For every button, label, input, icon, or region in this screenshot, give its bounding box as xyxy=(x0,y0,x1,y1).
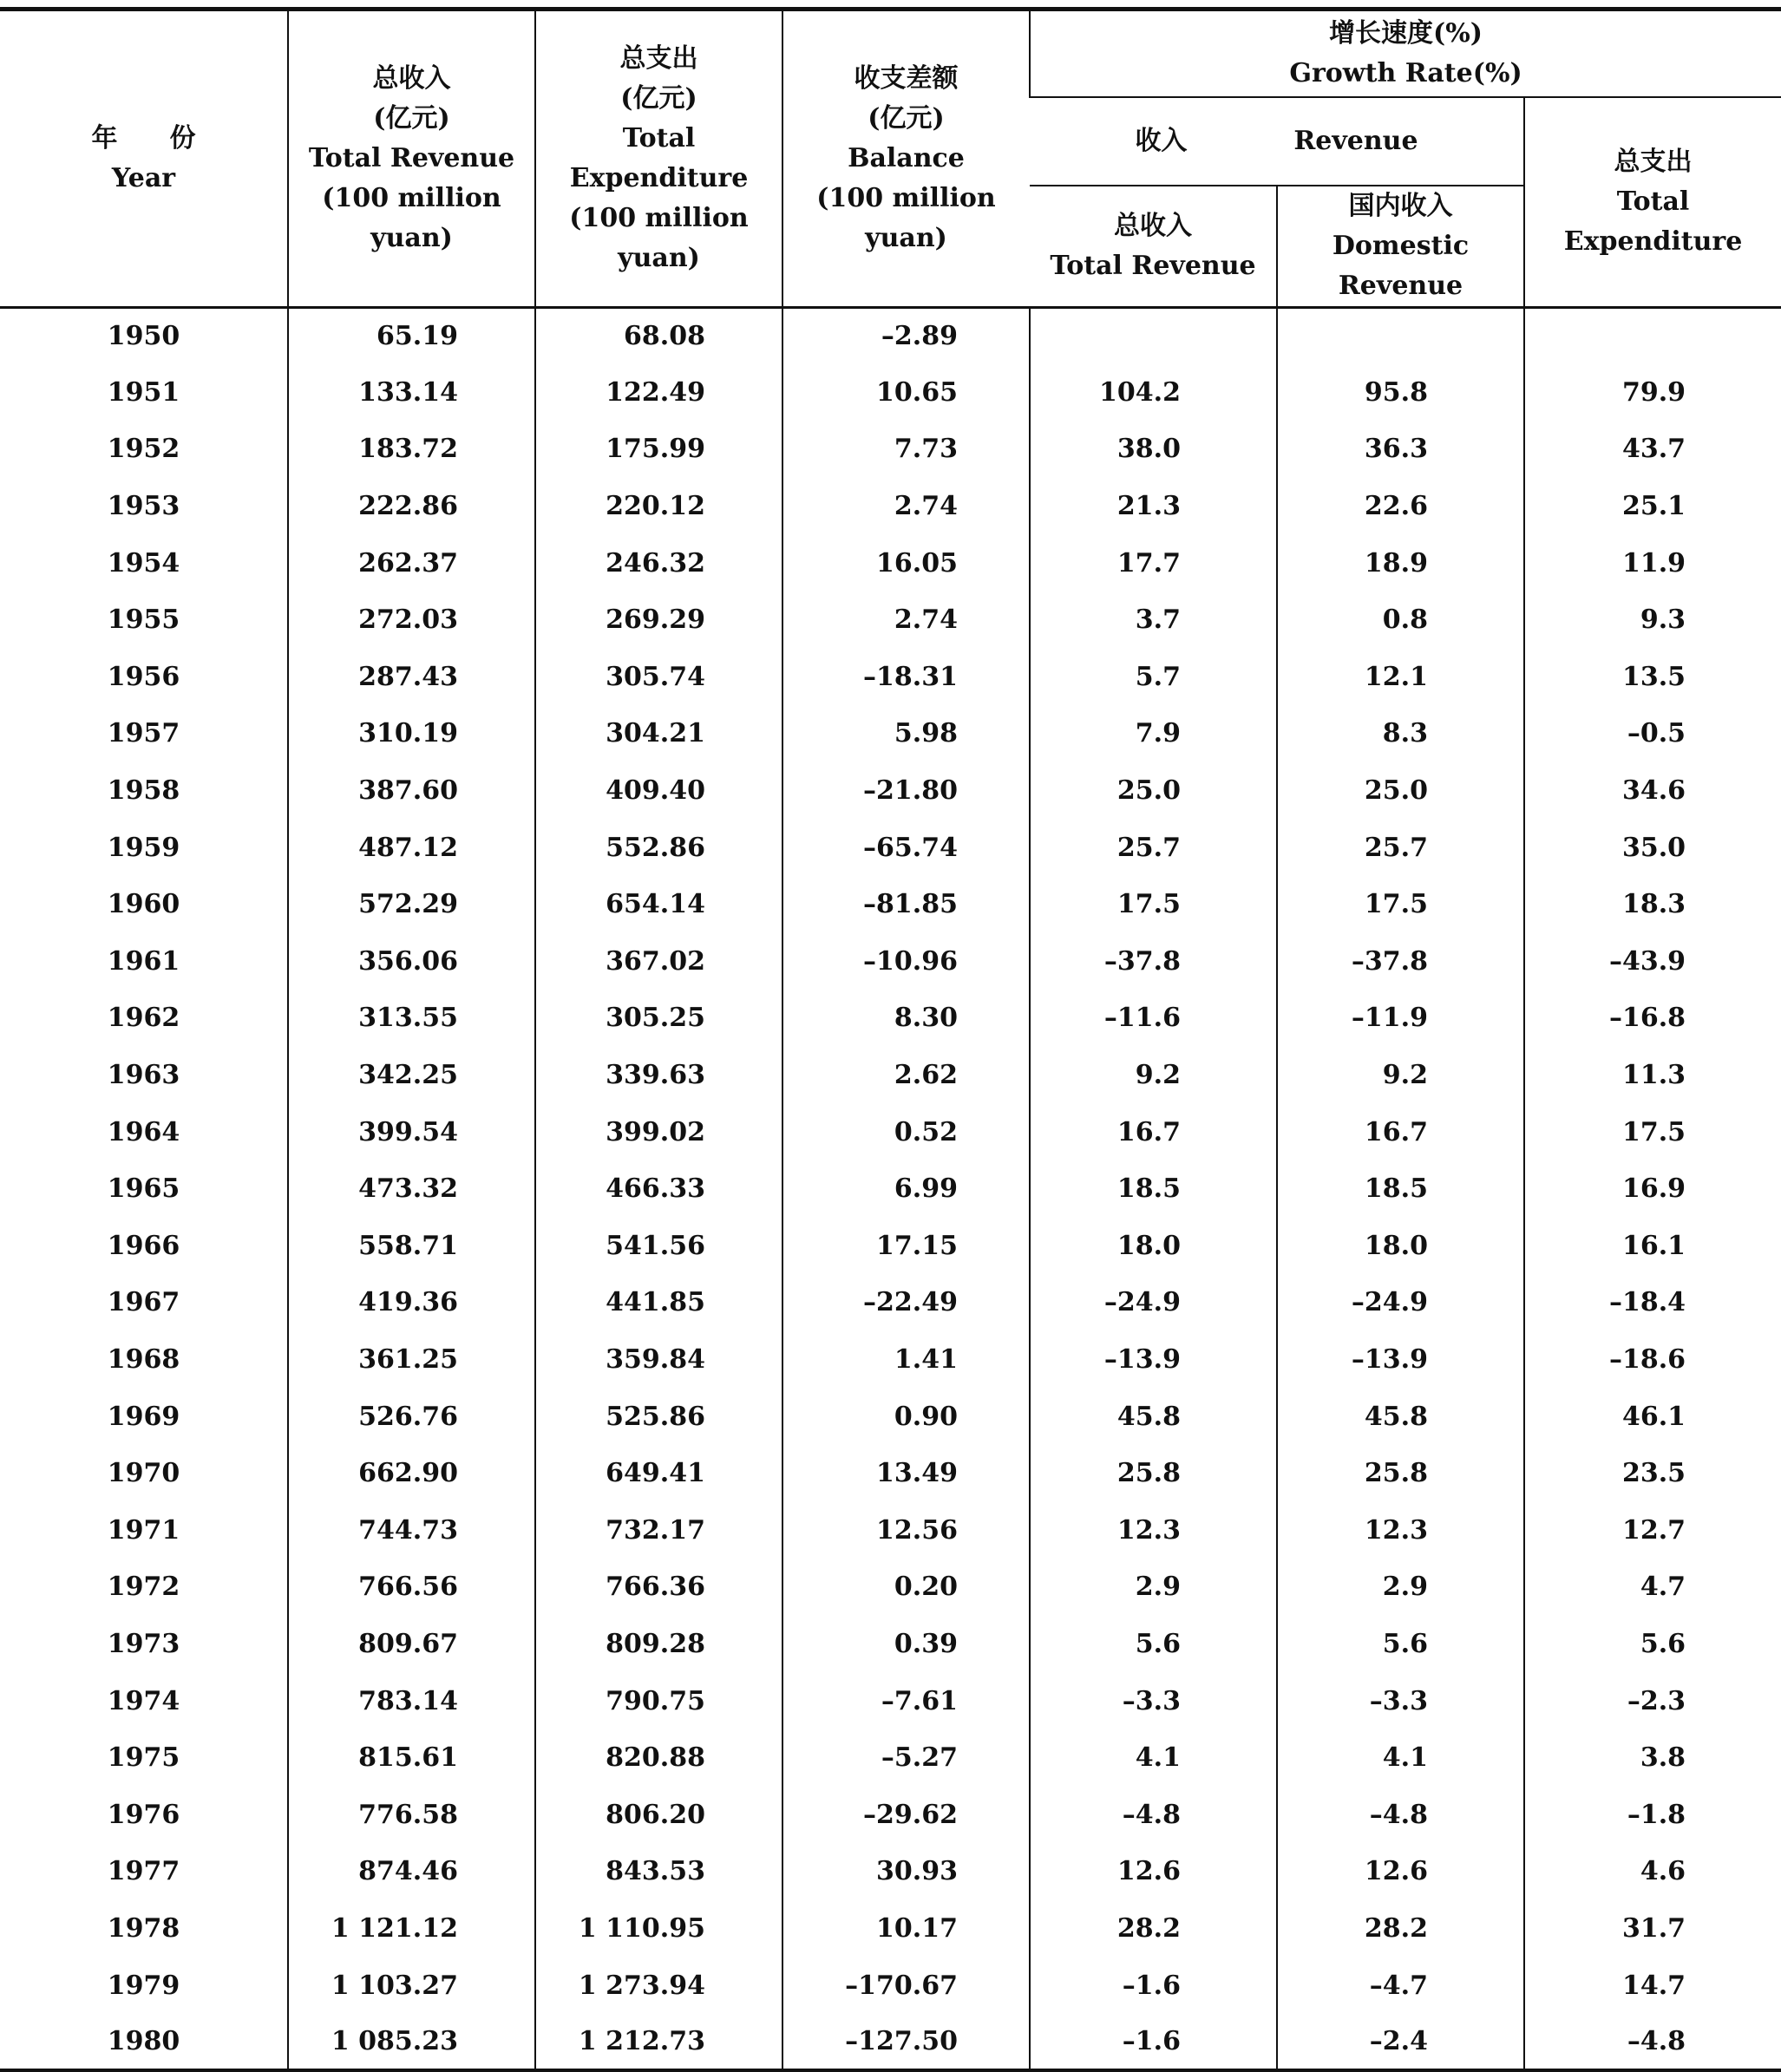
growth-expenditure-cell: 5.6 xyxy=(1524,1616,1781,1673)
year-cell: 1979 xyxy=(107,1970,180,2001)
table-row xyxy=(0,1900,1781,1958)
growth-expenditure-cell: 35.0 xyxy=(1524,819,1781,876)
balance-cell: 2.74 xyxy=(782,478,1030,535)
growth-domestic-revenue-cell: –4.7 xyxy=(1277,1957,1524,2014)
growth-domestic-revenue-cell: –4.8 xyxy=(1277,1786,1524,1843)
growth-total-revenue-cell: 16.7 xyxy=(1030,1103,1277,1160)
year-cell: 1971 xyxy=(107,1514,180,1546)
table-row xyxy=(0,819,1781,876)
year-cell: 1958 xyxy=(107,775,180,807)
total-revenue-cell: 419.36 xyxy=(288,1274,535,1331)
growth-expenditure-cell: 17.5 xyxy=(1524,1103,1781,1160)
year-cell: 1976 xyxy=(107,1799,180,1830)
total-expenditure-cell: 305.25 xyxy=(535,990,782,1047)
growth-domestic-revenue-cell: 4.1 xyxy=(1277,1729,1524,1787)
growth-total-revenue-cell: –11.6 xyxy=(1030,990,1277,1047)
growth-total-revenue-cell: 12.6 xyxy=(1030,1843,1277,1900)
growth-expenditure-cell: 13.5 xyxy=(1524,649,1781,706)
table-row xyxy=(0,1331,1781,1389)
growth-domestic-revenue-cell: 18.5 xyxy=(1277,1160,1524,1218)
total-revenue-cell: 387.60 xyxy=(288,762,535,820)
table-row xyxy=(0,1616,1781,1673)
total-revenue-cell: 572.29 xyxy=(288,876,535,933)
table-row xyxy=(0,1957,1781,2014)
growth-rate-header-cn: 增长速度(%) xyxy=(1329,17,1483,49)
table-row xyxy=(0,1445,1781,1502)
growth-total-revenue-cell: 45.8 xyxy=(1030,1388,1277,1445)
total-revenue-cell: 744.73 xyxy=(288,1501,535,1559)
table-row xyxy=(0,1218,1781,1275)
total-revenue-cell: 1 121.12 xyxy=(288,1900,535,1958)
total-revenue-cell: 874.46 xyxy=(288,1843,535,1900)
total-expenditure-cell: 409.40 xyxy=(535,762,782,820)
revenue-expenditure-table xyxy=(0,7,1781,2072)
table-row xyxy=(0,421,1781,478)
growth-expenditure-cell: –18.6 xyxy=(1524,1331,1781,1389)
growth-domestic-revenue-cell: 16.7 xyxy=(1277,1103,1524,1160)
year-cell: 1962 xyxy=(107,1003,180,1034)
balance-cell: –81.85 xyxy=(782,876,1030,933)
balance-cell: 30.93 xyxy=(782,1843,1030,1900)
table-row xyxy=(0,876,1781,933)
year-cell: 1954 xyxy=(107,547,180,578)
table-row xyxy=(0,1047,1781,1104)
growth-total-revenue-cell: 18.0 xyxy=(1030,1218,1277,1275)
total-revenue-cell: 342.25 xyxy=(288,1047,535,1104)
growth-expenditure-header-cn: 总支出 xyxy=(1614,146,1693,177)
total-revenue-cell: 183.72 xyxy=(288,421,535,478)
balance-cell: 0.20 xyxy=(782,1559,1030,1616)
total-expenditure-cell: 1 212.73 xyxy=(535,2014,782,2071)
balance-cell: –2.89 xyxy=(782,307,1030,364)
total-revenue-cell: 662.90 xyxy=(288,1445,535,1502)
growth-domestic-revenue-cell: –2.4 xyxy=(1277,2014,1524,2071)
balance-cell: 1.41 xyxy=(782,1331,1030,1389)
year-cell: 1973 xyxy=(107,1628,180,1659)
growth-total-revenue-cell: –3.3 xyxy=(1030,1672,1277,1729)
year-cell: 1964 xyxy=(107,1116,180,1147)
table-header xyxy=(0,10,1781,308)
total-revenue-cell: 526.76 xyxy=(288,1388,535,1445)
table-row xyxy=(0,307,1781,364)
year-cell: 1980 xyxy=(0,2014,288,2071)
total-revenue-cell: 809.67 xyxy=(288,1616,535,1673)
growth-expenditure-cell: 34.6 xyxy=(1524,762,1781,820)
year-cell: 1959 xyxy=(107,832,180,863)
growth-total-revenue-cell: –1.6 xyxy=(1030,2014,1277,2071)
total-expenditure-cell: 122.49 xyxy=(535,364,782,422)
year-cell: 1968 xyxy=(107,1343,180,1375)
table-row xyxy=(0,478,1781,535)
growth-total-revenue-cell: 21.3 xyxy=(1030,478,1277,535)
total-expenditure-cell: 68.08 xyxy=(535,307,782,364)
growth-domestic-revenue-cell: 45.8 xyxy=(1277,1388,1524,1445)
total-expenditure-unit-en: (100 million yuan) xyxy=(569,202,749,273)
growth-total-revenue-cell: 38.0 xyxy=(1030,421,1277,478)
growth-expenditure-cell: 4.6 xyxy=(1524,1843,1781,1900)
year-header xyxy=(0,10,288,308)
balance-cell: –10.96 xyxy=(782,933,1030,990)
total-expenditure-cell: 766.36 xyxy=(535,1559,782,1616)
year-cell: 1977 xyxy=(107,1856,180,1887)
total-expenditure-cell: 339.63 xyxy=(535,1047,782,1104)
total-expenditure-cell: 525.86 xyxy=(535,1388,782,1445)
balance-cell: –5.27 xyxy=(782,1729,1030,1787)
total-revenue-header xyxy=(288,10,535,308)
table-row xyxy=(0,649,1781,706)
growth-expenditure-cell: 12.7 xyxy=(1524,1501,1781,1559)
table-row xyxy=(0,592,1781,649)
growth-total-revenue-cell: 18.5 xyxy=(1030,1160,1277,1218)
balance-header xyxy=(782,10,1030,308)
balance-cell: 12.56 xyxy=(782,1501,1030,1559)
growth-expenditure-header xyxy=(1524,97,1781,308)
growth-total-revenue-cell: 5.6 xyxy=(1030,1616,1277,1673)
growth-expenditure-cell: 11.3 xyxy=(1524,1047,1781,1104)
year-cell: 1955 xyxy=(107,605,180,636)
table-row xyxy=(0,1786,1781,1843)
growth-domestic-revenue-cell: 28.2 xyxy=(1277,1900,1524,1958)
growth-expenditure-cell: –2.3 xyxy=(1524,1672,1781,1729)
growth-total-revenue-cell: 2.9 xyxy=(1030,1559,1277,1616)
growth-domestic-revenue-header-en: Domestic Revenue xyxy=(1332,230,1470,301)
growth-expenditure-cell: 18.3 xyxy=(1524,876,1781,933)
total-expenditure-unit-cn: (亿元) xyxy=(620,82,697,114)
total-revenue-cell: 1 103.27 xyxy=(288,1957,535,2014)
growth-total-revenue-cell: 25.0 xyxy=(1030,762,1277,820)
growth-expenditure-cell: 46.1 xyxy=(1524,1388,1781,1445)
total-expenditure-cell: 441.85 xyxy=(535,1274,782,1331)
growth-expenditure-cell: –4.8 xyxy=(1524,2014,1781,2071)
growth-expenditure-cell: –43.9 xyxy=(1524,933,1781,990)
growth-total-revenue-cell: 28.2 xyxy=(1030,1900,1277,1958)
growth-domestic-revenue-cell: 17.5 xyxy=(1277,876,1524,933)
total-revenue-cell: 356.06 xyxy=(288,933,535,990)
total-revenue-header-cn: 总收入 xyxy=(372,62,451,94)
growth-revenue-header xyxy=(1030,97,1524,186)
balance-cell: 10.65 xyxy=(782,364,1030,422)
growth-domestic-revenue-cell: –11.9 xyxy=(1277,990,1524,1047)
balance-cell: 8.30 xyxy=(782,990,1030,1047)
total-revenue-cell: 262.37 xyxy=(288,534,535,592)
total-revenue-cell: 133.14 xyxy=(288,364,535,422)
growth-expenditure-cell: 79.9 xyxy=(1524,364,1781,422)
total-expenditure-cell: 359.84 xyxy=(535,1331,782,1389)
balance-cell: 5.98 xyxy=(782,705,1030,762)
balance-cell: 0.52 xyxy=(782,1103,1030,1160)
growth-domestic-revenue-cell: 12.3 xyxy=(1277,1501,1524,1559)
year-cell: 1952 xyxy=(107,434,180,465)
growth-total-revenue-cell: –37.8 xyxy=(1030,933,1277,990)
table-body xyxy=(0,307,1781,2070)
year-cell: 1972 xyxy=(107,1572,180,1603)
growth-total-revenue-cell: –4.8 xyxy=(1030,1786,1277,1843)
year-cell: 1966 xyxy=(107,1230,180,1261)
table-row xyxy=(0,1274,1781,1331)
growth-domestic-revenue-cell: 0.8 xyxy=(1277,592,1524,649)
total-revenue-cell: 766.56 xyxy=(288,1559,535,1616)
table-row xyxy=(0,1160,1781,1218)
table-row xyxy=(0,1672,1781,1729)
balance-cell: 0.39 xyxy=(782,1616,1030,1673)
growth-domestic-revenue-cell: –24.9 xyxy=(1277,1274,1524,1331)
total-revenue-unit-en: (100 million yuan) xyxy=(322,182,501,253)
growth-total-revenue-cell: 12.3 xyxy=(1030,1501,1277,1559)
total-expenditure-cell: 654.14 xyxy=(535,876,782,933)
balance-unit-en: (100 million yuan) xyxy=(816,182,996,253)
total-expenditure-cell: 649.41 xyxy=(535,1445,782,1502)
total-expenditure-cell: 305.74 xyxy=(535,649,782,706)
table-row xyxy=(0,534,1781,592)
growth-expenditure-cell: 16.9 xyxy=(1524,1160,1781,1218)
balance-cell: –21.80 xyxy=(782,762,1030,820)
growth-total-revenue-cell: 17.7 xyxy=(1030,534,1277,592)
total-revenue-cell: 310.19 xyxy=(288,705,535,762)
total-revenue-cell: 558.71 xyxy=(288,1218,535,1275)
growth-total-revenue-cell xyxy=(1030,307,1277,364)
growth-total-revenue-header-cn: 总收入 xyxy=(1114,210,1192,241)
growth-domestic-revenue-cell xyxy=(1277,307,1524,364)
balance-cell: 16.05 xyxy=(782,534,1030,592)
balance-cell: 7.73 xyxy=(782,421,1030,478)
growth-expenditure-cell: 11.9 xyxy=(1524,534,1781,592)
year-cell: 1960 xyxy=(107,889,180,920)
table-row xyxy=(0,933,1781,990)
total-expenditure-cell: 246.32 xyxy=(535,534,782,592)
total-expenditure-cell: 269.29 xyxy=(535,592,782,649)
growth-domestic-revenue-cell: 2.9 xyxy=(1277,1559,1524,1616)
growth-domestic-revenue-cell: 36.3 xyxy=(1277,421,1524,478)
total-expenditure-cell: 304.21 xyxy=(535,705,782,762)
total-revenue-cell: 222.86 xyxy=(288,478,535,535)
year-cell: 1953 xyxy=(107,491,180,522)
growth-expenditure-cell: –18.4 xyxy=(1524,1274,1781,1331)
balance-header-en: Balance xyxy=(848,142,965,173)
total-revenue-cell: 776.58 xyxy=(288,1786,535,1843)
year-cell: 1957 xyxy=(107,718,180,749)
growth-revenue-header-en: Revenue xyxy=(1293,125,1418,156)
growth-total-revenue-cell: 17.5 xyxy=(1030,876,1277,933)
year-cell: 1967 xyxy=(107,1287,180,1318)
growth-domestic-revenue-cell: 18.0 xyxy=(1277,1218,1524,1275)
balance-cell: 2.62 xyxy=(782,1047,1030,1104)
growth-domestic-revenue-cell: –13.9 xyxy=(1277,1331,1524,1389)
growth-expenditure-cell: 4.7 xyxy=(1524,1559,1781,1616)
growth-expenditure-cell: 43.7 xyxy=(1524,421,1781,478)
year-cell: 1974 xyxy=(107,1685,180,1716)
growth-expenditure-cell: 9.3 xyxy=(1524,592,1781,649)
growth-domestic-revenue-cell: –3.3 xyxy=(1277,1672,1524,1729)
total-expenditure-cell: 790.75 xyxy=(535,1672,782,1729)
growth-domestic-revenue-cell: 8.3 xyxy=(1277,705,1524,762)
total-revenue-cell: 65.19 xyxy=(288,307,535,364)
growth-expenditure-cell: 31.7 xyxy=(1524,1900,1781,1958)
growth-domestic-revenue-cell: 25.7 xyxy=(1277,819,1524,876)
growth-expenditure-cell xyxy=(1524,307,1781,364)
growth-total-revenue-cell: –1.6 xyxy=(1030,1957,1277,2014)
growth-total-revenue-cell: 9.2 xyxy=(1030,1047,1277,1104)
year-cell: 1950 xyxy=(107,321,180,352)
total-revenue-cell: 783.14 xyxy=(288,1672,535,1729)
year-cell: 1978 xyxy=(107,1912,180,1944)
growth-expenditure-cell: 23.5 xyxy=(1524,1445,1781,1502)
balance-unit-cn: (亿元) xyxy=(868,102,945,134)
year-header-en: Year xyxy=(111,162,176,193)
growth-domestic-revenue-cell: 12.6 xyxy=(1277,1843,1524,1900)
year-cell: 1969 xyxy=(107,1401,180,1432)
year-cell: 1951 xyxy=(107,376,180,408)
growth-domestic-revenue-cell: 5.6 xyxy=(1277,1616,1524,1673)
growth-domestic-revenue-cell: 95.8 xyxy=(1277,364,1524,422)
balance-cell: 6.99 xyxy=(782,1160,1030,1218)
year-cell: 1961 xyxy=(107,945,180,977)
year-cell: 1970 xyxy=(107,1458,180,1489)
growth-domestic-revenue-cell: 9.2 xyxy=(1277,1047,1524,1104)
total-expenditure-cell: 399.02 xyxy=(535,1103,782,1160)
total-expenditure-cell: 1 110.95 xyxy=(535,1900,782,1958)
table-row xyxy=(0,2014,1781,2071)
total-revenue-cell: 287.43 xyxy=(288,649,535,706)
total-expenditure-header-en: Total Expenditure xyxy=(569,122,749,193)
total-expenditure-cell: 466.33 xyxy=(535,1160,782,1218)
balance-cell: –22.49 xyxy=(782,1274,1030,1331)
total-revenue-header-en: Total Revenue xyxy=(308,142,515,173)
growth-total-revenue-cell: –24.9 xyxy=(1030,1274,1277,1331)
total-revenue-cell: 1 085.23 xyxy=(288,2014,535,2071)
balance-cell: –65.74 xyxy=(782,819,1030,876)
growth-rate-header xyxy=(1030,10,1781,97)
growth-expenditure-cell: 14.7 xyxy=(1524,1957,1781,2014)
total-expenditure-cell: 820.88 xyxy=(535,1729,782,1787)
growth-expenditure-cell: –0.5 xyxy=(1524,705,1781,762)
growth-total-revenue-cell: 3.7 xyxy=(1030,592,1277,649)
growth-total-revenue-cell: 25.8 xyxy=(1030,1445,1277,1502)
growth-total-revenue-cell: 5.7 xyxy=(1030,649,1277,706)
table-row xyxy=(0,1729,1781,1787)
growth-domestic-revenue-header-cn: 国内收入 xyxy=(1348,190,1453,221)
balance-cell: 10.17 xyxy=(782,1900,1030,1958)
table-row xyxy=(0,990,1781,1047)
growth-expenditure-cell: 16.1 xyxy=(1524,1218,1781,1275)
growth-domestic-revenue-cell: 25.0 xyxy=(1277,762,1524,820)
table-row xyxy=(0,705,1781,762)
total-expenditure-cell: 552.86 xyxy=(535,819,782,876)
table-row xyxy=(0,1388,1781,1445)
table-row xyxy=(0,1103,1781,1160)
balance-cell: –7.61 xyxy=(782,1672,1030,1729)
growth-expenditure-header-en: Total Expenditure xyxy=(1563,186,1743,257)
total-expenditure-cell: 843.53 xyxy=(535,1843,782,1900)
growth-total-revenue-cell: 25.7 xyxy=(1030,819,1277,876)
total-revenue-cell: 815.61 xyxy=(288,1729,535,1787)
total-revenue-unit-cn: (亿元) xyxy=(373,102,450,134)
growth-total-revenue-cell: –13.9 xyxy=(1030,1331,1277,1389)
year-cell: 1975 xyxy=(107,1742,180,1774)
total-expenditure-cell: 1 273.94 xyxy=(535,1957,782,2014)
growth-expenditure-cell: 25.1 xyxy=(1524,478,1781,535)
growth-total-revenue-header-en: Total Revenue xyxy=(1050,250,1256,281)
total-expenditure-header xyxy=(535,10,782,308)
table-row xyxy=(0,1501,1781,1559)
total-expenditure-cell: 809.28 xyxy=(535,1616,782,1673)
total-expenditure-cell: 175.99 xyxy=(535,421,782,478)
table-row xyxy=(0,364,1781,422)
total-expenditure-cell: 220.12 xyxy=(535,478,782,535)
total-revenue-cell: 313.55 xyxy=(288,990,535,1047)
total-revenue-cell: 272.03 xyxy=(288,592,535,649)
balance-cell: –18.31 xyxy=(782,649,1030,706)
growth-expenditure-cell: –16.8 xyxy=(1524,990,1781,1047)
growth-domestic-revenue-cell: 18.9 xyxy=(1277,534,1524,592)
year-cell: 1956 xyxy=(107,661,180,692)
balance-header-cn: 收支差额 xyxy=(854,62,959,94)
total-revenue-cell: 399.54 xyxy=(288,1103,535,1160)
total-revenue-cell: 487.12 xyxy=(288,819,535,876)
growth-total-revenue-cell: 7.9 xyxy=(1030,705,1277,762)
balance-cell: –170.67 xyxy=(782,1957,1030,2014)
table-row xyxy=(0,1559,1781,1616)
growth-total-revenue-cell: 104.2 xyxy=(1030,364,1277,422)
total-revenue-cell: 361.25 xyxy=(288,1331,535,1389)
growth-domestic-revenue-cell: 25.8 xyxy=(1277,1445,1524,1502)
balance-cell: –29.62 xyxy=(782,1786,1030,1843)
growth-expenditure-cell: 3.8 xyxy=(1524,1729,1781,1787)
growth-expenditure-cell: –1.8 xyxy=(1524,1786,1781,1843)
growth-rate-header-en: Growth Rate(%) xyxy=(1289,57,1522,88)
balance-cell: –127.50 xyxy=(782,2014,1030,2071)
growth-revenue-header-cn: 收入 xyxy=(1135,125,1188,156)
total-expenditure-cell: 806.20 xyxy=(535,1786,782,1843)
total-expenditure-cell: 367.02 xyxy=(535,933,782,990)
growth-total-revenue-cell: 4.1 xyxy=(1030,1729,1277,1787)
growth-domestic-revenue-cell: 22.6 xyxy=(1277,478,1524,535)
balance-cell: 2.74 xyxy=(782,592,1030,649)
table-row xyxy=(0,762,1781,820)
total-expenditure-cell: 541.56 xyxy=(535,1218,782,1275)
total-revenue-cell: 473.32 xyxy=(288,1160,535,1218)
total-expenditure-header-cn: 总支出 xyxy=(619,42,698,74)
growth-domestic-revenue-header xyxy=(1277,186,1524,308)
table-row xyxy=(0,1843,1781,1900)
growth-domestic-revenue-cell: 12.1 xyxy=(1277,649,1524,706)
balance-cell: 0.90 xyxy=(782,1388,1030,1445)
balance-cell: 17.15 xyxy=(782,1218,1030,1275)
year-cell: 1965 xyxy=(107,1173,180,1205)
year-header-cn: 年 份 xyxy=(91,122,196,154)
growth-total-revenue-header xyxy=(1030,186,1277,308)
year-cell: 1963 xyxy=(107,1060,180,1091)
growth-domestic-revenue-cell: –37.8 xyxy=(1277,933,1524,990)
balance-cell: 13.49 xyxy=(782,1445,1030,1502)
total-expenditure-cell: 732.17 xyxy=(535,1501,782,1559)
